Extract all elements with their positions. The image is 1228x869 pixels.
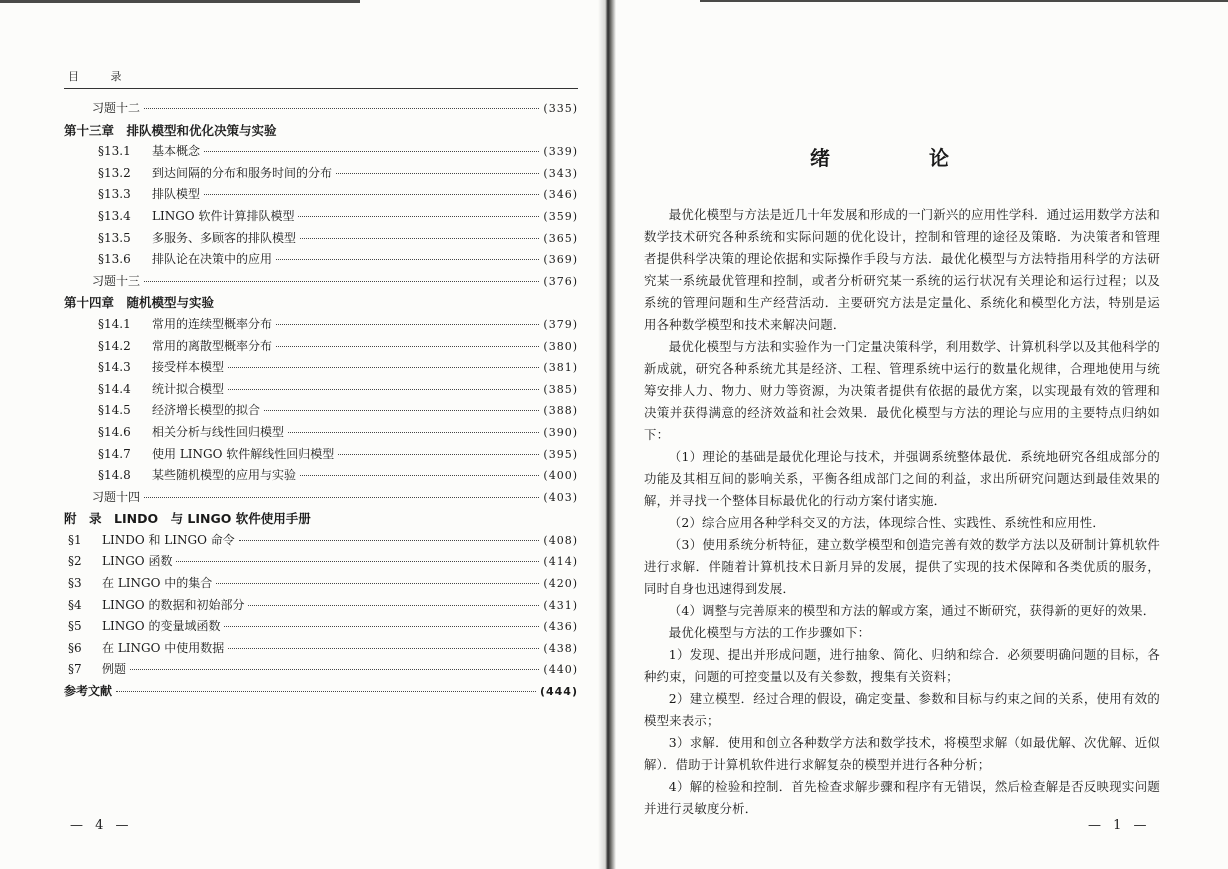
body-paragraph: （2）综合应用各种学科交叉的方法，体现综合性、实践性、系统性和应用性． [668, 515, 1105, 530]
toc-entry [64, 660, 578, 682]
toc-entry-title: 常用的离散型概率分布 [152, 338, 273, 353]
toc-entry-page: (381) [543, 361, 578, 375]
toc-entry-page: (403) [543, 490, 578, 504]
toc-entry-title: 基本概念 [152, 144, 201, 159]
toc-entry-number: §13.6 [98, 252, 131, 267]
toc-entry-title: 在 LINGO 中的集合 [102, 576, 213, 591]
toc-entry-title: 参考文献 [64, 684, 113, 699]
toc-entry-number: §1 [68, 532, 82, 547]
toc-entry-title: 习题十三 [92, 273, 141, 288]
toc-entry-number: §14.8 [98, 468, 131, 483]
toc-entry-number: §6 [68, 640, 82, 655]
toc-entry [64, 488, 578, 510]
body-paragraph: 1）发现、提出并形成问题，进行抽象、简化、归纳和综合．必须要明确问题的目标，各种约束，问题的可控变量以及有关参数，搜集有关资料； [644, 647, 1160, 684]
toc-entry-number: §13.2 [98, 165, 131, 180]
toc-leader-dots [336, 173, 539, 174]
toc-entry [64, 99, 578, 121]
toc-entry-page: (400) [543, 469, 578, 483]
toc-leader-dots [228, 389, 539, 390]
toc-entry [64, 358, 578, 380]
toc-entry-page: (335) [543, 102, 578, 115]
toc-entry-number: §3 [68, 576, 82, 591]
toc-entry-page: (436) [543, 620, 578, 634]
intro-body [644, 204, 1160, 820]
toc-entry-page: (395) [543, 447, 578, 461]
toc-entry [64, 164, 578, 186]
toc-leader-dots [204, 194, 539, 195]
toc-entry-number: §13.1 [98, 144, 131, 159]
body-paragraph: 3）求解．使用和创立各种数学方法和数学技术，将模型求解（如最优解、次优解、近似解）．借助于计算机软件进行求解复杂的模型并进行各种分析； [644, 735, 1160, 772]
toc-entry-number: §14.5 [98, 403, 131, 418]
right-page [640, 0, 1165, 869]
toc-entry-title: 统计拟合模型 [152, 381, 225, 396]
body-paragraph: 2）建立模型．经过合理的假设，确定变量、参数和目标与约束之间的关系，使用有效的模型来表示； [644, 691, 1160, 728]
toc-entry-number: §13.4 [98, 208, 131, 223]
toc-entry-title: LINGO 的变量域函数 [102, 619, 221, 634]
toc-entry-page: (440) [543, 663, 578, 677]
toc-entry-title: 例题 [102, 662, 127, 677]
body-paragraph: 最优化模型与方法和实验作为一门定量决策科学，利用数学、计算机科学以及其他科学的新成就，研究各种系统尤其是经济、工程、管理系统中运行的数量化规律，合理地使用与统筹安排人力、物力、财力等资源，为决策者提供有依据的最优方案，以实现最有效的管理和决策并获得满意的经济效益和社会效果．最优化模型与方法的理论与应用的主要特点归纳如下： [644, 339, 1160, 442]
toc-leader-dots [116, 691, 536, 692]
toc-entry-page: (343) [543, 166, 578, 180]
toc-leader-dots [300, 238, 539, 239]
toc-entry-number: §14.1 [98, 316, 131, 331]
toc-entry-page: (380) [543, 339, 578, 353]
header-rule [64, 88, 578, 89]
toc-entry-title: 排队论在决策中的应用 [152, 252, 273, 267]
toc-leader-dots [144, 497, 539, 498]
toc-entry-number: §4 [68, 597, 82, 612]
toc-entry-page: (346) [543, 188, 578, 202]
toc-entry [64, 272, 578, 294]
toc-entry-title: 习题十二 [92, 101, 141, 115]
toc-entry-title: 习题十四 [92, 489, 141, 504]
toc-leader-dots [228, 648, 539, 649]
body-paragraph: （1）理论的基础是最优化理论与技术，并强调系统整体最优．系统地研究各组成部分的功能及其相互间的影响关系，平衡各组成部门之间的利益，求出所研究问题达到最佳效果的解，并寻找一个整体目标最优化的行动方案付诸实施． [644, 449, 1160, 508]
toc-entry-number: §7 [68, 662, 82, 677]
toc-entry-title: 接受样本模型 [152, 360, 225, 375]
toc-entry-title: 常用的连续型概率分布 [152, 316, 273, 331]
toc-entry-page: (369) [543, 253, 578, 267]
toc-entry [64, 250, 578, 272]
toc-leader-dots [176, 561, 539, 562]
toc-entry-title: 经济增长模型的拟合 [152, 403, 261, 418]
toc-entry-title: 在 LINGO 中使用数据 [102, 640, 225, 655]
toc-chapter-heading [64, 293, 578, 315]
body-paragraph: 4）解的检验和控制．首先检查求解步骤和程序有无错误，然后检查解是否反映现实问题并进行灵敏度分析． [644, 779, 1160, 816]
toc-entry [64, 142, 578, 164]
toc-entry-title: LINGO 函数 [102, 554, 173, 569]
toc-entry-number: §13.5 [98, 230, 131, 245]
toc-entry-title: 多服务、多顾客的排队模型 [152, 230, 297, 245]
toc-entry-page: (376) [543, 274, 578, 288]
toc-entry [64, 207, 578, 229]
toc-entry [64, 596, 578, 618]
body-paragraph: （3）使用系统分析特征，建立数学模型和创造完善有效的数学方法以及研制计算机软件进行求解．伴随着计算机技术日新月异的发展，提供了实现的技术保障和各类优质的服务，同时自身也迅速得到发展． [644, 537, 1160, 596]
table-of-contents [64, 99, 578, 704]
toc-leader-dots [130, 669, 539, 670]
toc-entry [64, 380, 578, 402]
toc-entry-title: LINDO 和 LINGO 命令 [102, 532, 235, 547]
toc-entry-title: LINGO 软件计算排队模型 [152, 208, 295, 223]
toc-leader-dots [276, 324, 539, 325]
toc-entry-page: (388) [543, 404, 578, 418]
toc-leader-dots [338, 454, 539, 455]
toc-entry-title: 第十三章 排队模型和优化决策与实验 [64, 122, 277, 138]
toc-entry-page: (390) [543, 425, 578, 439]
toc-leader-dots [204, 151, 539, 152]
toc-entry-page: (365) [543, 231, 578, 245]
toc-entry [64, 401, 578, 423]
toc-entry [64, 337, 578, 359]
toc-entry [64, 552, 578, 574]
toc-entry [64, 185, 578, 207]
toc-entry [64, 466, 578, 488]
page-number-right: — 1 — [1088, 818, 1151, 833]
toc-entry-title: LINGO 的数据和初始部分 [102, 597, 245, 612]
left-page [60, 0, 580, 869]
toc-entry [64, 531, 578, 553]
toc-entry-page: (444) [539, 685, 578, 699]
body-paragraph: 最优化模型与方法是近几十年发展和形成的一门新兴的应用性学科．通过运用数学方法和数学技术研究各种系统和实际问题的优化设计，控制和管理的途径及策略．为决策者和管理者提供科学决策的理论依据和实际操作手段与方法．最优化模型与方法特指用科学的方法研究某一系统最优管理和控制，或者分析研究某一系统的运行状况有关理论和运行过程；以及系统的管理问题和生产经营活动．主要研究方法是定量化、系统化和模型化方法，特别是运用各种数学模型和技术来解决问题． [644, 207, 1160, 332]
toc-entry-title: 排队模型 [152, 187, 201, 202]
toc-entry [64, 574, 578, 596]
toc-entry-page: (414) [543, 555, 578, 569]
toc-entry-page: (420) [543, 577, 578, 591]
toc-entry [64, 445, 578, 467]
toc-entry [64, 682, 578, 704]
toc-entry-page: (431) [543, 598, 578, 612]
toc-entry-number: §13.3 [98, 187, 131, 202]
toc-leader-dots [288, 432, 539, 433]
toc-entry-page: (359) [543, 209, 578, 223]
toc-entry-title: 第十四章 随机模型与实验 [64, 295, 215, 311]
toc-entry-page: (339) [543, 145, 578, 159]
toc-entry-number: §2 [68, 554, 82, 569]
toc-leader-dots [216, 583, 539, 584]
toc-entry-title: 某些随机模型的应用与实验 [152, 468, 297, 483]
toc-entry [64, 315, 578, 337]
toc-entry-title: 使用 LINGO 软件解线性回归模型 [152, 446, 335, 461]
toc-entry [64, 229, 578, 251]
toc-entry-title: 相关分析与线性回归模型 [152, 424, 285, 439]
page-number-left: — 4 — [70, 818, 133, 833]
toc-leader-dots [298, 216, 539, 217]
toc-entry-number: §14.7 [98, 446, 131, 461]
toc-leader-dots [248, 605, 539, 606]
toc-chapter-heading [64, 121, 578, 143]
toc-leader-dots [228, 367, 539, 368]
toc-leader-dots [239, 540, 540, 541]
chapter-title: 绪 论 [810, 146, 995, 170]
toc-leader-dots [144, 281, 539, 282]
toc-leader-dots [224, 626, 539, 627]
body-paragraph: （4）调整与完善原来的模型和方法的解或方案，通过不断研究，获得新的更好的效果． [668, 603, 1156, 618]
toc-entry-page: (385) [543, 382, 578, 396]
toc-entry-title: 附 录 LINDO 与 LINGO 软件使用手册 [64, 511, 311, 527]
body-paragraph: 最优化模型与方法的工作步骤如下： [668, 625, 871, 640]
toc-chapter-heading [64, 509, 578, 531]
toc-leader-dots [300, 475, 539, 476]
toc-entry-number: §14.4 [98, 381, 131, 396]
toc-entry-number: §5 [68, 619, 82, 634]
toc-entry-page: (379) [543, 317, 578, 331]
toc-entry-number: §14.3 [98, 360, 131, 375]
toc-entry-number: §14.6 [98, 424, 131, 439]
book-gutter [598, 0, 616, 869]
toc-entry-page: (408) [543, 533, 578, 547]
toc-entry [64, 639, 578, 661]
toc-entry [64, 617, 578, 639]
toc-entry-page: (438) [543, 641, 578, 655]
toc-entry-number: §14.2 [98, 338, 131, 353]
running-head: 目 录 [68, 70, 136, 83]
toc-leader-dots [276, 259, 539, 260]
toc-leader-dots [264, 410, 539, 411]
toc-entry [64, 423, 578, 445]
toc-leader-dots [144, 108, 539, 109]
toc-entry-title: 到达间隔的分布和服务时间的分布 [152, 165, 333, 180]
toc-leader-dots [276, 346, 539, 347]
